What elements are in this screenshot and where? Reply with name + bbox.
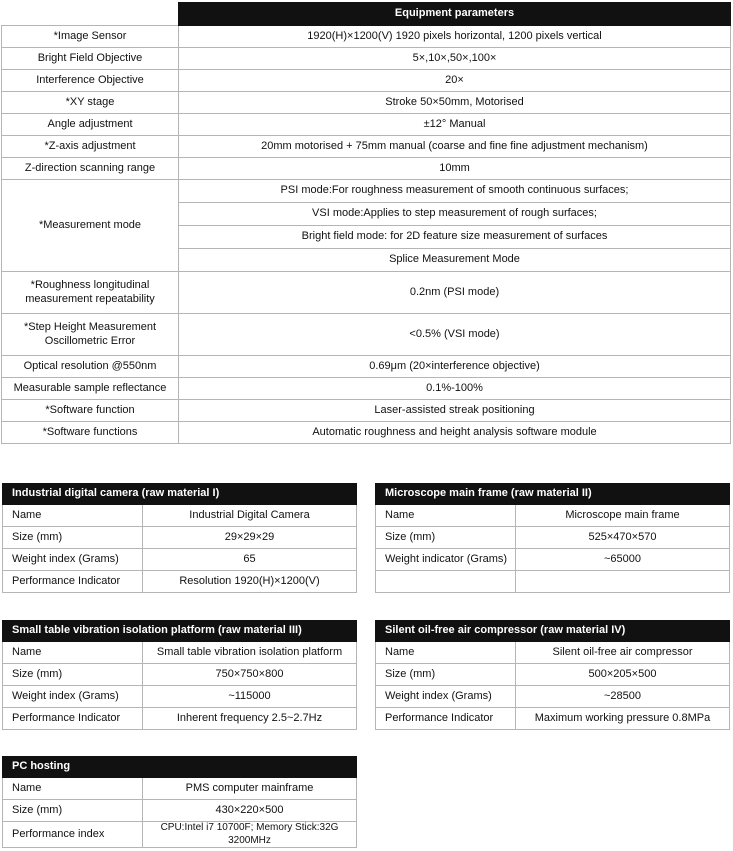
row-value: Maximum working pressure 0.8MPa — [516, 708, 730, 730]
row-value: ~65000 — [516, 549, 730, 571]
row-value: Industrial Digital Camera — [143, 505, 357, 527]
panel-title: Small table vibration isolation platform (raw material III) — [3, 621, 357, 642]
table-row — [2, 70, 731, 92]
table-row — [2, 92, 731, 114]
param-value: 20× — [179, 70, 731, 92]
row-label: Size (mm) — [376, 527, 516, 549]
param-label: *Image Sensor — [2, 26, 179, 48]
row-value — [516, 571, 730, 593]
param-value: <0.5% (VSI mode) — [179, 314, 731, 356]
table-row — [2, 26, 731, 48]
row-label: Performance Indicator — [3, 571, 143, 593]
table-row — [2, 400, 731, 422]
param-label: Bright Field Objective — [2, 48, 179, 70]
param-value: Automatic roughness and height analysis software module — [179, 422, 731, 444]
table-row — [2, 422, 731, 444]
camera-panel — [2, 483, 357, 593]
row-label: Size (mm) — [3, 800, 143, 822]
param-label: Measurable sample reflectance — [2, 378, 179, 400]
table-row — [376, 664, 730, 686]
param-value: Bright field mode: for 2D feature size measurement of surfaces — [179, 226, 731, 249]
equipment-parameters-table — [1, 2, 731, 444]
panel-title: Microscope main frame (raw material II) — [376, 484, 730, 505]
row-value: Silent oil-free air compressor — [516, 642, 730, 664]
row-label: Size (mm) — [376, 664, 516, 686]
compressor-panel — [375, 620, 730, 730]
row-label — [376, 571, 516, 593]
table-row — [2, 114, 731, 136]
row-label: Name — [3, 642, 143, 664]
row-label: Name — [376, 642, 516, 664]
table-row — [3, 505, 357, 527]
param-label: Interference Objective — [2, 70, 179, 92]
row-value: ~115000 — [143, 686, 357, 708]
panel-title: Silent oil-free air compressor (raw material IV) — [376, 621, 730, 642]
row-value: Small table vibration isolation platform — [143, 642, 357, 664]
row-value: 430×220×500 — [143, 800, 357, 822]
param-label-line: Oscillometric Error — [44, 334, 136, 347]
table-row — [2, 356, 731, 378]
row-label: Performance index — [3, 822, 143, 848]
table-row — [3, 708, 357, 730]
param-label-line: *Step Height Measurement — [23, 320, 157, 333]
param-label — [2, 314, 179, 356]
table-row — [3, 822, 357, 848]
row-value: 65 — [143, 549, 357, 571]
param-value: 10mm — [179, 158, 731, 180]
param-value: 1920(H)×1200(V) 1920 pixels horizontal, 1200 pixels vertical — [179, 26, 731, 48]
row-label: Size (mm) — [3, 664, 143, 686]
param-label: *XY stage — [2, 92, 179, 114]
param-label: *Z-axis adjustment — [2, 136, 179, 158]
row-value: 500×205×500 — [516, 664, 730, 686]
param-value: 5×,10×,50×,100× — [179, 48, 731, 70]
table-row — [376, 549, 730, 571]
table-row — [3, 571, 357, 593]
param-label — [2, 272, 179, 314]
param-label: *Measurement mode — [2, 180, 179, 272]
param-value: 0.1%-100% — [179, 378, 731, 400]
row-value: Resolution 1920(H)×1200(V) — [143, 571, 357, 593]
table-row — [376, 505, 730, 527]
table-row — [3, 664, 357, 686]
row-label: Size (mm) — [3, 527, 143, 549]
table-title: Equipment parameters — [179, 3, 731, 26]
row-value: Inherent frequency 2.5~2.7Hz — [143, 708, 357, 730]
row-value: 525×470×570 — [516, 527, 730, 549]
param-value: Splice Measurement Mode — [179, 249, 731, 272]
table-row — [2, 136, 731, 158]
table-row — [376, 571, 730, 593]
table-row — [376, 708, 730, 730]
row-label: Weight indicator (Grams) — [376, 549, 516, 571]
row-label: Weight index (Grams) — [376, 686, 516, 708]
table-header-row — [2, 3, 731, 26]
microscope-panel — [375, 483, 730, 593]
table-row — [3, 527, 357, 549]
param-value: 20mm motorised + 75mm manual (coarse and fine fine adjustment mechanism) — [179, 136, 731, 158]
panel-title: Industrial digital camera (raw material I) — [3, 484, 357, 505]
param-label-line: *Roughness longitudinal — [30, 278, 150, 291]
row-label: Weight index (Grams) — [3, 686, 143, 708]
param-value: ±12° Manual — [179, 114, 731, 136]
param-value: Stroke 50×50mm, Motorised — [179, 92, 731, 114]
table-row — [3, 800, 357, 822]
row-value: ~28500 — [516, 686, 730, 708]
table-row — [2, 48, 731, 70]
row-value: Microscope main frame — [516, 505, 730, 527]
table-row — [2, 314, 731, 356]
row-label: Performance Indicator — [376, 708, 516, 730]
table-row — [3, 686, 357, 708]
table-row — [3, 778, 357, 800]
row-label: Weight index (Grams) — [3, 549, 143, 571]
table-row — [376, 642, 730, 664]
platform-panel — [2, 620, 357, 730]
row-label: Performance Indicator — [3, 708, 143, 730]
table-row — [2, 158, 731, 180]
row-label: Name — [3, 778, 143, 800]
row-value: 29×29×29 — [143, 527, 357, 549]
param-value: 0.69μm (20×interference objective) — [179, 356, 731, 378]
param-label: Z-direction scanning range — [2, 158, 179, 180]
table-row — [376, 527, 730, 549]
param-value: Laser-assisted streak positioning — [179, 400, 731, 422]
row-value: PMS computer mainframe — [143, 778, 357, 800]
table-row — [2, 272, 731, 314]
table-row — [2, 378, 731, 400]
param-value: VSI mode:Applies to step measurement of rough surfaces; — [179, 203, 731, 226]
param-label: *Software function — [2, 400, 179, 422]
row-value: CPU:Intel i7 10700F; Memory Stick:32G 3200MHz — [143, 822, 357, 848]
param-label: Optical resolution @550nm — [2, 356, 179, 378]
param-value: PSI mode:For roughness measurement of smooth continuous surfaces; — [179, 180, 731, 203]
table-row — [3, 549, 357, 571]
param-label: Angle adjustment — [2, 114, 179, 136]
table-row — [2, 180, 731, 203]
param-label: *Software functions — [2, 422, 179, 444]
row-label: Name — [3, 505, 143, 527]
row-value: 750×750×800 — [143, 664, 357, 686]
table-row — [376, 686, 730, 708]
param-value: 0.2nm (PSI mode) — [179, 272, 731, 314]
row-label: Name — [376, 505, 516, 527]
param-label-line: measurement repeatability — [25, 292, 155, 305]
pc-panel — [2, 756, 357, 848]
table-row — [3, 642, 357, 664]
panel-title: PC hosting — [3, 757, 357, 778]
